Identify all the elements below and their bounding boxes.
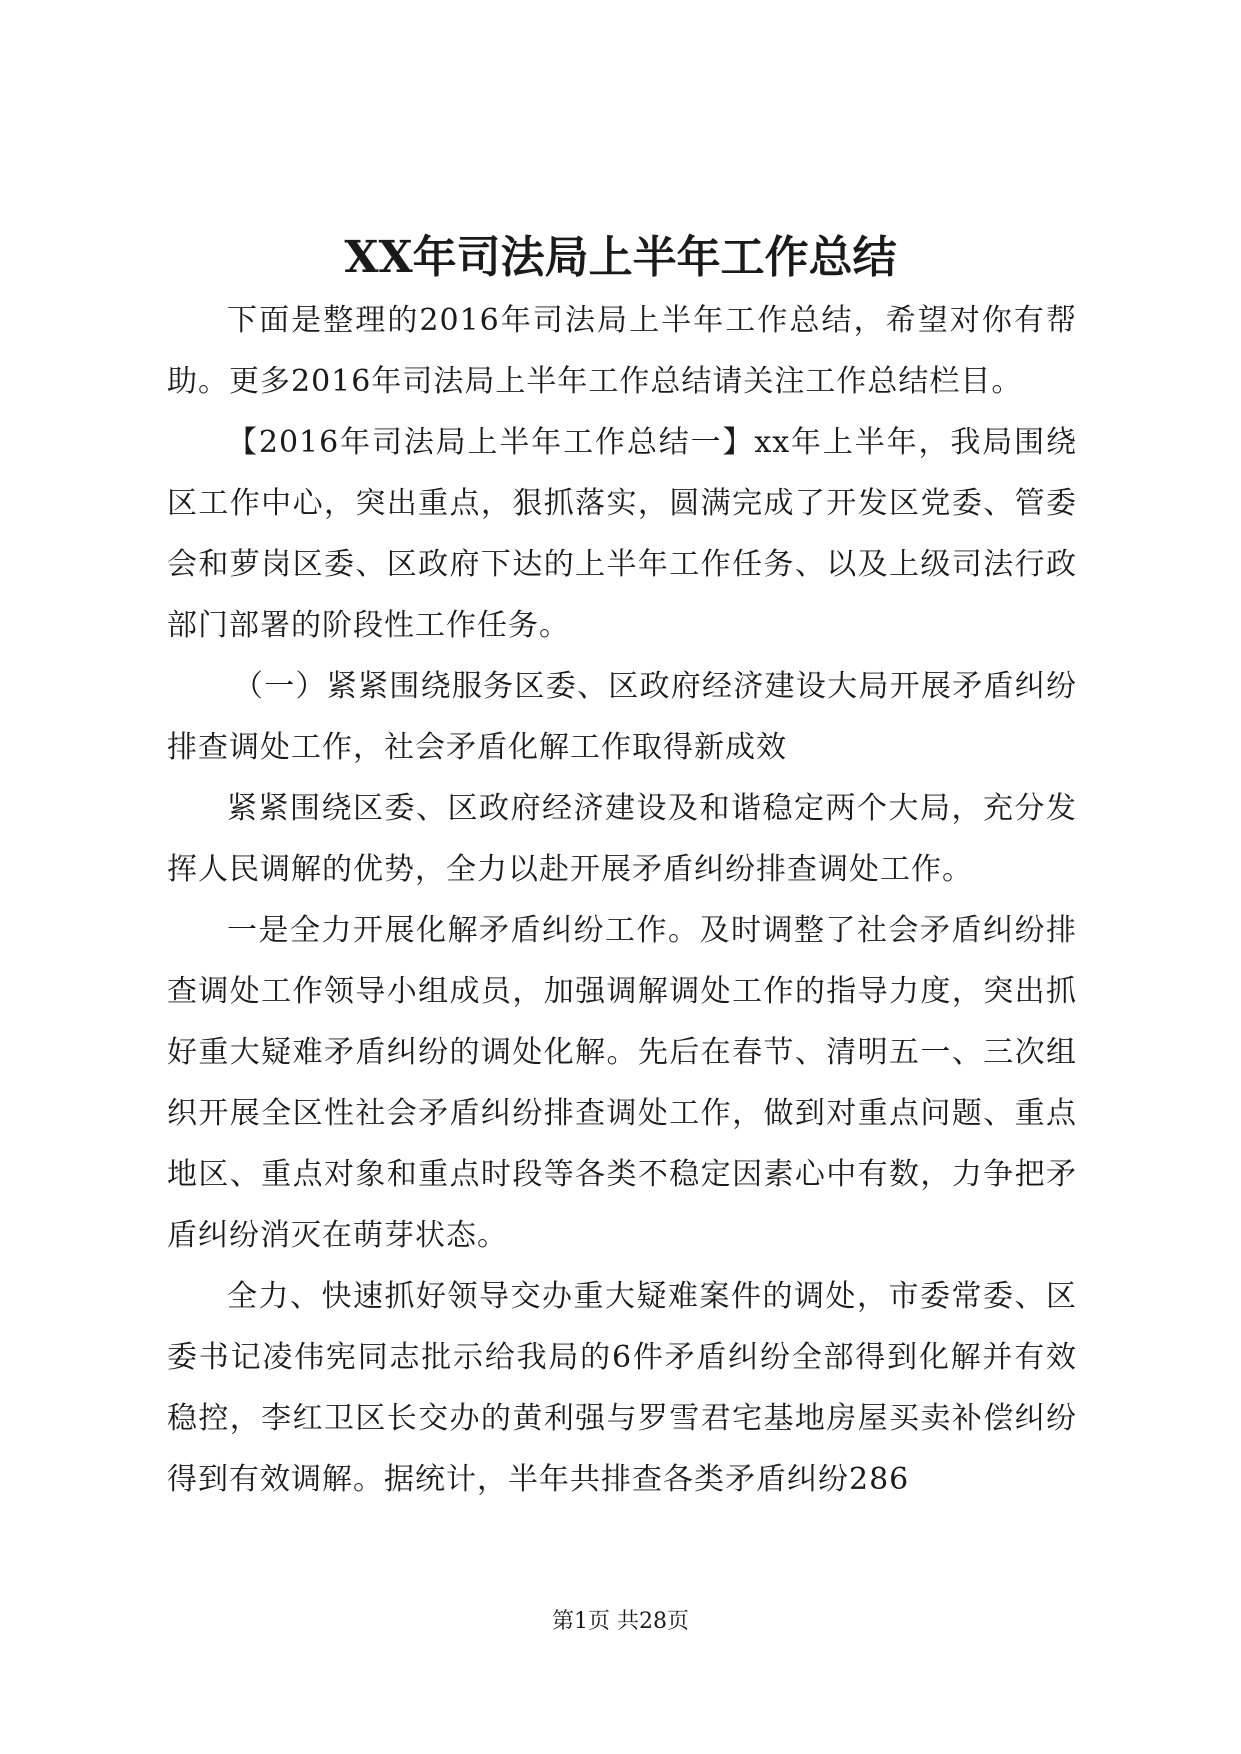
body-paragraph: 一是全力开展化解矛盾纠纷工作。及时调整了社会矛盾纠纷排查调处工作领导小组成员，加强调解调处工作的指导力度，突出抓好重大疑难矛盾纠纷的调处化解。先后在春节、清明五一、三次组织开展全区性社会矛盾纠纷排查调处工作，做到对重点问题、重点地区、重点对象和重点时段等各类不稳定因素心中有数，力争把矛盾纠纷消灭在萌芽状态。 xyxy=(167,913,1077,1253)
page-title: XX年司法局上半年工作总结 xyxy=(344,232,897,283)
section-heading: （一）紧紧围绕服务区委、区政府经济建设大局开展矛盾纠纷排查调处工作，社会矛盾化解工作取得新成效 xyxy=(167,669,1077,765)
intro-paragraph: 下面是整理的2016年司法局上半年工作总结，希望对你有帮助。更多2016年司法局上半年工作总结请关注工作总结栏目。 xyxy=(167,303,1077,399)
body-paragraph: 紧紧围绕区委、区政府经济建设及和谐稳定两个大局，充分发挥人民调解的优势，全力以赴开展矛盾纠纷排查调处工作。 xyxy=(167,791,1077,887)
body-paragraph: 全力、快速抓好领导交办重大疑难案件的调处，市委常委、区委书记凌伟宪同志批示给我局的6件矛盾纠纷全部得到化解并有效稳控，李红卫区长交办的黄利强与罗雪君宅基地房屋买卖补偿纠纷得到有效调解。据统计，半年共排查各类矛盾纠纷286 xyxy=(167,1279,1077,1497)
page-number: 第1页 共28页 xyxy=(552,1609,689,1634)
summary-paragraph: 【2016年司法局上半年工作总结一】xx年上半年，我局围绕区工作中心，突出重点，狠抓落实，圆满完成了开发区党委、管委会和萝岗区委、区政府下达的上半年工作任务、以及上级司法行政部门部署的阶段性工作任务。 xyxy=(167,425,1077,643)
document-body xyxy=(167,290,1077,1510)
